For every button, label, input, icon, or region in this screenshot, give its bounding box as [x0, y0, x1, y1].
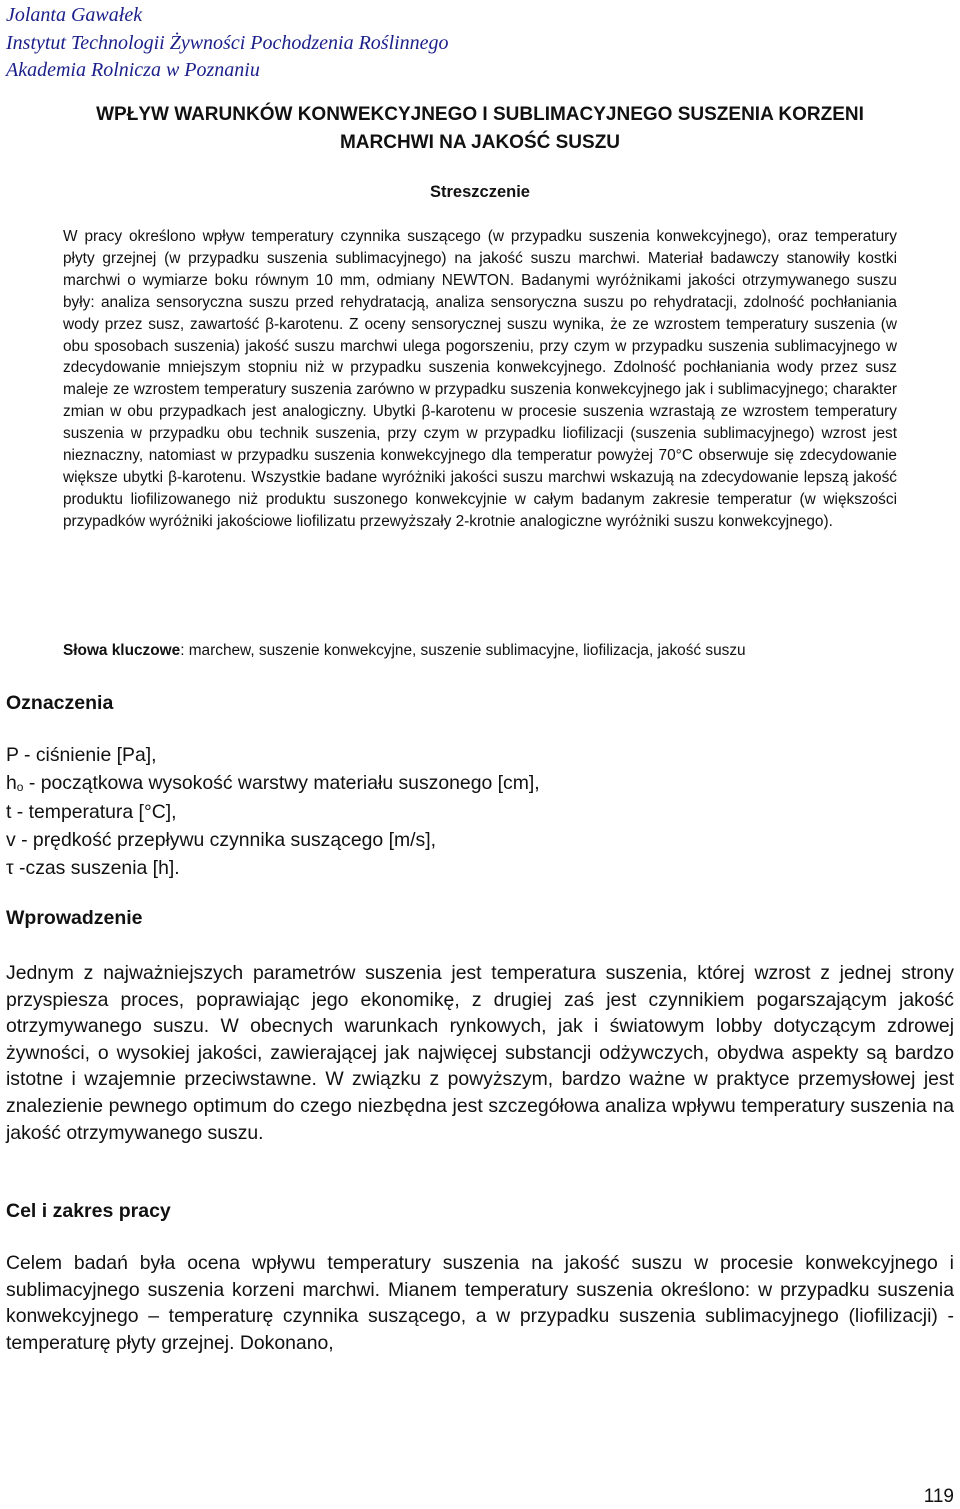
- abstract: [63, 226, 897, 533]
- h-symbol: h: [6, 772, 17, 795]
- paper-title: [0, 101, 960, 157]
- notation-item: [6, 769, 540, 797]
- abstract-text: W pracy określono wpływ temperatury czynnika suszącego (w przypadku suszenia konwekcyjnego), oraz temperatury płyty grzejnej (w przypadku suszenia sublimacyjnego) na jakość suszu marchwi. Materiał badawczy stanowiły kostki marchwi o wymiarze boku równym 10 mm, odmiany NEWTON. Badanymi wyróżnikami jakości otrzymywanego suszu były: analiza sensoryczna suszu przed rehydratacją, analiza sensoryczna suszu po rehydratacji, zdolność pochłaniania wody przez susz, zawartość β-karotenu. Z oceny sensorycznej suszu wynika, że ze wzrostem temperatury suszenia (w obu sposobach suszenia) jakość suszu marchwi ulega pogorszeniu, przy czym w przypadku suszenia sublimacyjnego w zdecydowanie mniejszym stopniu niż w przypadku suszenia konwekcyjnego. Zdolność pochłaniania wody przez susz maleje ze wzrostem temperatury suszenia zarówno w przypadku suszenia konwekcyjnego jak i sublimacyjnego; charakter zmian w obu przypadkach jest analogiczny. Ubytki β-karotenu w procesie suszenia wzrastają ze wzrostem temperatury suszenia w przypadku obu technik suszenia, przy czym w przypadku liofilizacji (suszenia sublimacyjnego) wzrost jest nieznaczny, natomiast w przypadku suszenia konwekcyjnego dla temperatur powyżej 70°C obserwuje się zdecydowanie większe ubytki β-karotenu. Wszystkie badane wyróżniki jakości suszu marchwi wskazują na zdecydowanie lepszą jakość produktu liofilizowanego niż produktu suszonego konwekcyjnie w całym badanym zakresie temperatur (w większości przypadków wyróżniki jakościowe liofilizatu przewyższały 2-krotnie analogiczne wyróżniki suszu konwekcyjnego).: [63, 228, 897, 530]
- notation-item: v - prędkość przepływu czynnika suszącego [m/s],: [6, 828, 436, 851]
- intro-heading: Wprowadzenie: [6, 907, 143, 929]
- page-number: 119: [923, 1486, 954, 1507]
- keywords-text: : marchew, suszenie konwekcyjne, suszenie sublimacyjne, liofilizacja, jakość suszu: [180, 642, 746, 659]
- notation-item: τ -czas suszenia [h].: [6, 857, 180, 880]
- notation-list: [6, 741, 540, 882]
- title-line-2: MARCHWI NA JAKOŚĆ SUSZU: [339, 132, 621, 153]
- aim-section: [6, 1250, 954, 1356]
- aim-text: Celem badań była ocena wpływu temperatury suszenia na jakość suszu w procesie konwekcyjnego i sublimacyjnego suszenia korzeni marchwi. Mianem temperatury suszenia określono: w przypadku suszenia konwekcyjnego – temperaturę czynnika suszącego, a w przypadku suszenia sublimacyjnego (liofilizacji) - temperaturę płyty grzejnej. Dokonano,: [6, 1252, 954, 1354]
- notation-item: t - temperatura [°C],: [6, 800, 177, 823]
- university-name: Akademia Rolnicza w Poznaniu: [6, 59, 260, 81]
- author-name: Jolanta Gawałek: [6, 4, 143, 26]
- intro-text: Jednym z najważniejszych parametrów suszenia jest temperatura suszenia, której wzrost z jednej strony przyspiesza proces, poprawiając jego ekonomikę, z drugiej zaś jest czynnikiem pogarszającym jakość otrzymywanego suszu. W obecnych warunkach rynkowych, jak i światowym lobby dotyczącym zdrowej żywności, o wysokiej jakości, zawierającej jak najwięcej substancji odżywczych, obydwa aspekty są bardzo istotne i wzajemnie przeciwstawne. W związku z powyższym, bardzo ważne w praktyce przemysłowej jest znalezienie pewnego optimum do czego niezbędna jest szczegółowa analiza wpływu temperatury suszenia na jakość otrzymywanego suszu.: [6, 962, 954, 1144]
- keywords-label: Słowa kluczowe: [63, 642, 181, 659]
- intro-section: [6, 960, 954, 1146]
- institute-name: Instytut Technologii Żywności Pochodzenia Roślinnego: [6, 31, 449, 54]
- notation-heading: Oznaczenia: [6, 692, 114, 714]
- affiliation: [6, 2, 449, 85]
- abstract-heading: Streszczenie: [430, 183, 530, 201]
- title-line-1: WPŁYW WARUNKÓW KONWEKCYJNEGO I SUBLIMACYJNEGO SUSZENIA KORZENI: [96, 104, 864, 125]
- aim-heading: Cel i zakres pracy: [6, 1200, 171, 1222]
- notation-item: P - ciśnienie [Pa],: [6, 744, 157, 766]
- keywords: [63, 640, 943, 662]
- h-subscript: o: [16, 780, 24, 795]
- h-description: - początkowa wysokość warstwy materiału suszonego [cm],: [23, 772, 540, 795]
